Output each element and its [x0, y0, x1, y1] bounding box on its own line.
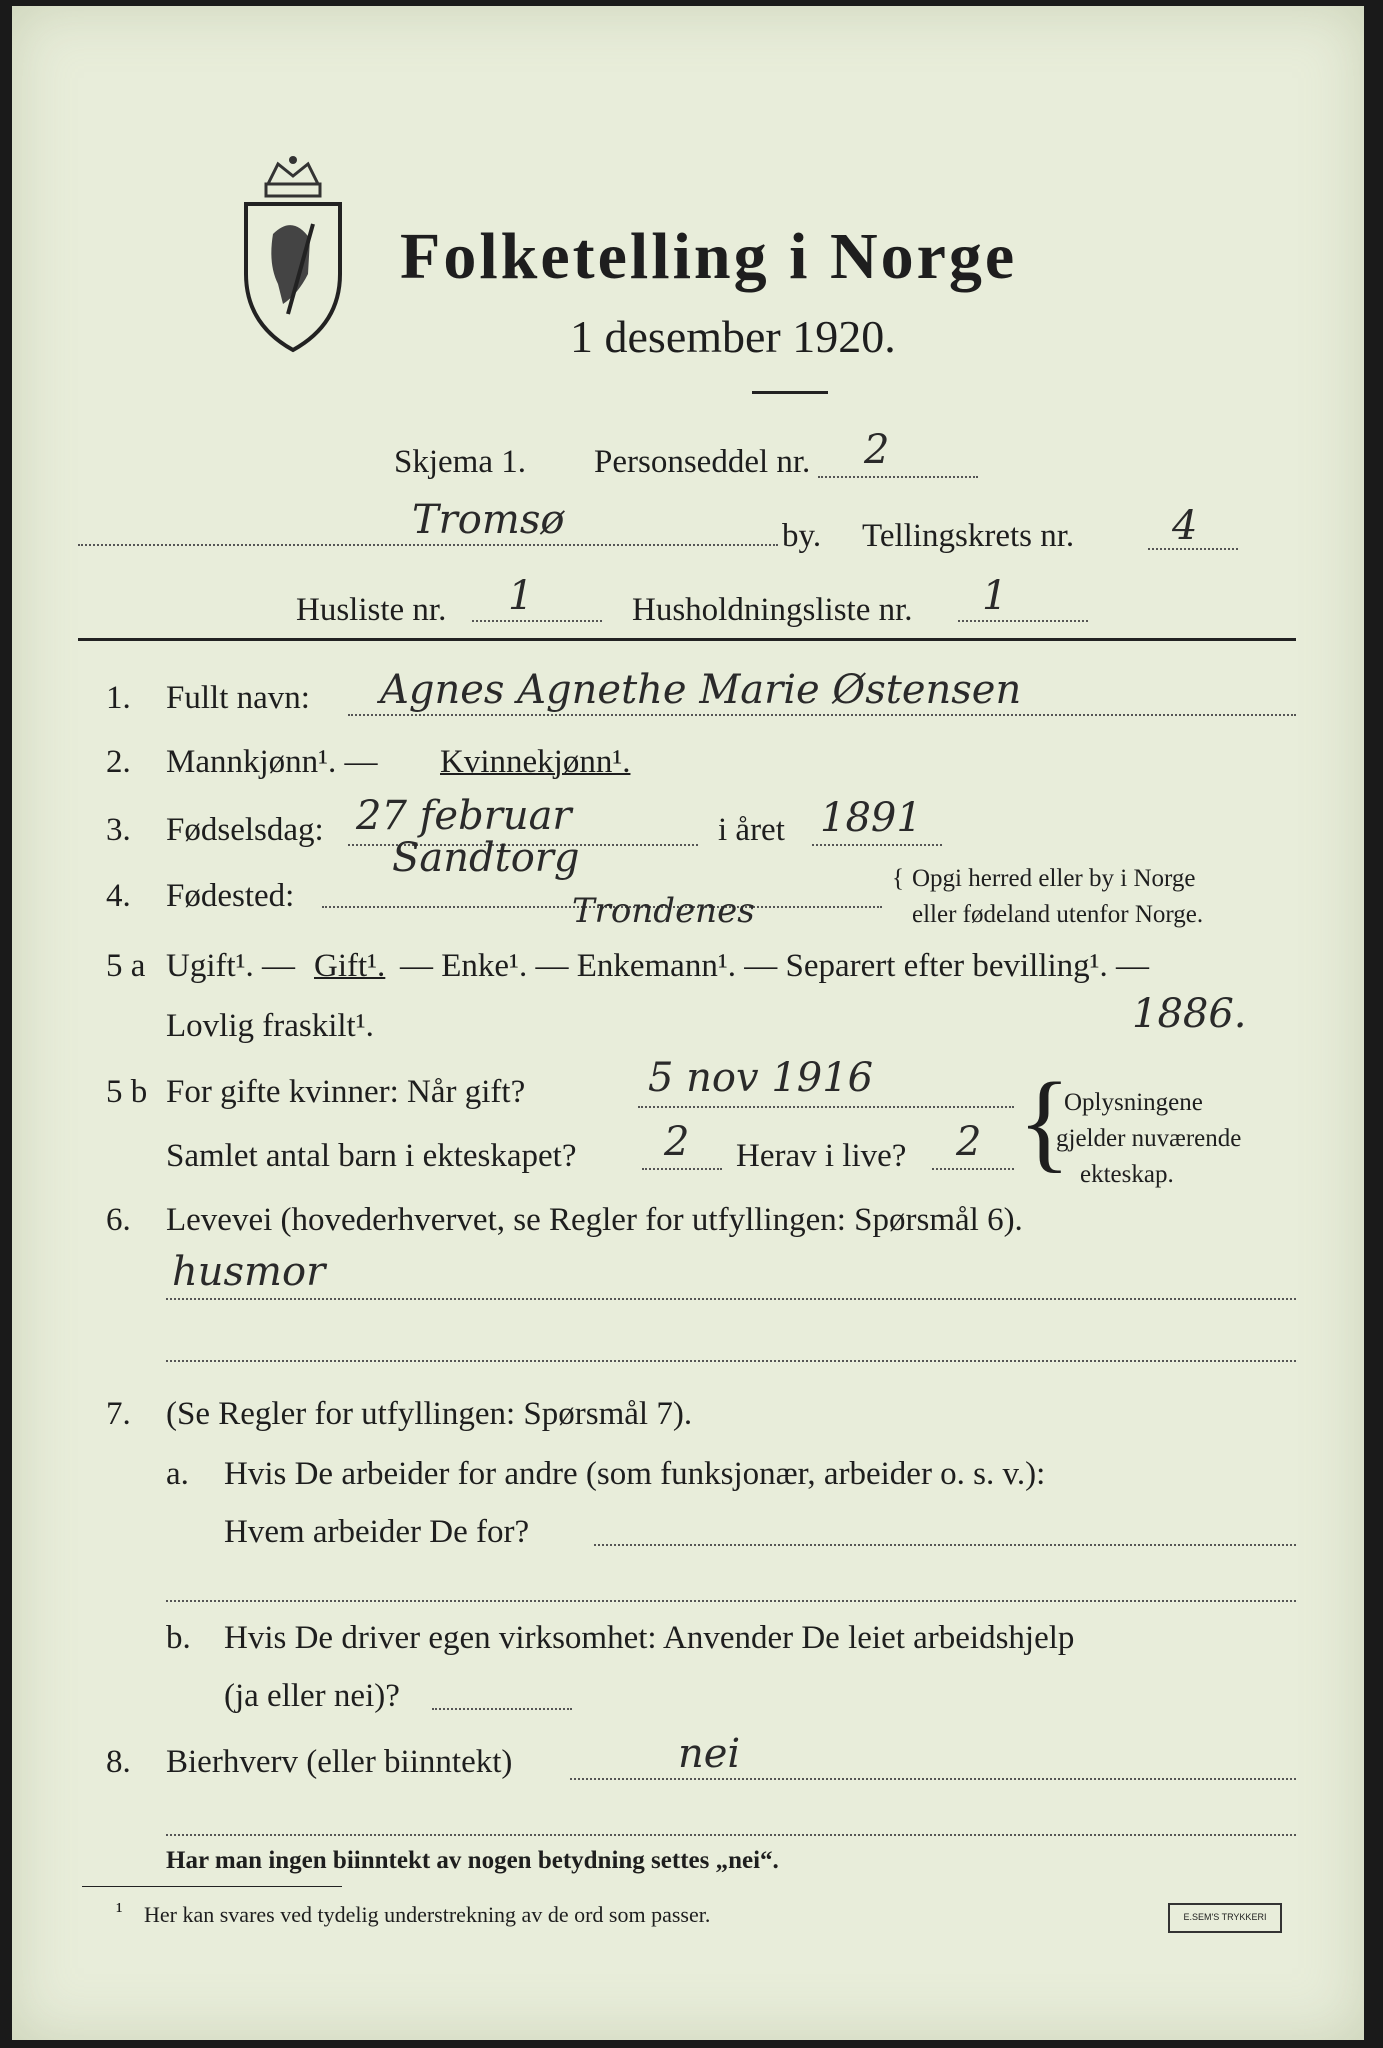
q1-label: Fullt navn: [166, 680, 310, 716]
q4-birthplace-value-2[interactable]: Trondenes [572, 891, 755, 931]
census-form [12, 6, 1364, 2040]
q5a-annotation: 1886. [1132, 991, 1247, 1037]
q7a-answer-line-2[interactable] [166, 1600, 1296, 1602]
footnote-text: Her kan svares ved tydelig understrekning av de ord som passer. [144, 1902, 711, 1927]
footer-note: Har man ingen biinntekt av nogen betydning settes „nei“. [166, 1847, 779, 1874]
q2-mann[interactable]: Mannkjønn¹. — [166, 744, 378, 780]
printer-stamp-text: E.SEM'S TRYKKERI [1183, 1912, 1267, 1922]
q5a-number: 5 a [106, 948, 146, 984]
q7a-line1: Hvis De arbeider for andre (som funksjonær, arbeider o. s. v.): [224, 1456, 1046, 1492]
q7b-line2: (ja eller nei)? [224, 1678, 400, 1714]
q7b-answer-line[interactable] [432, 1708, 572, 1710]
q3-year-line [812, 844, 942, 846]
q1-line [348, 714, 1296, 716]
norway-coat-of-arms-icon [238, 154, 348, 354]
tellingskrets-label: Tellingskrets nr. [862, 518, 1075, 554]
q7-number: 7. [106, 1396, 131, 1432]
q3-number: 3. [106, 812, 131, 848]
by-label: by. [782, 518, 822, 554]
q6-number: 6. [106, 1202, 131, 1238]
husholdning-line [958, 620, 1088, 622]
footnote-rule [82, 1886, 342, 1887]
q5b-live-label: Herav i live? [736, 1138, 907, 1174]
by-line [78, 544, 778, 546]
husliste-line [472, 620, 602, 622]
husholdning-label: Husholdningsliste nr. [632, 592, 913, 628]
q5b-line [638, 1106, 1014, 1108]
q4-birthplace-value[interactable]: Sandtorg [392, 835, 580, 881]
q6-line-2 [166, 1360, 1296, 1362]
q7a-line2: Hvem arbeider De for? [224, 1514, 530, 1550]
q8-number: 8. [106, 1744, 131, 1780]
q2-kvinne-selected[interactable]: Kvinnekjønn¹. [440, 744, 631, 780]
q5b-barn-label: Samlet antal barn i ekteskapet? [166, 1138, 577, 1174]
tellingskrets-value[interactable]: 4 [1172, 503, 1198, 549]
q5a-fraskilt[interactable]: Lovlig fraskilt¹. [166, 1008, 374, 1044]
q5b-note-line3: ekteskap. [1080, 1161, 1174, 1188]
husholdning-value[interactable]: 1 [982, 573, 1008, 619]
q5a-ugift[interactable]: Ugift¹. — [166, 948, 296, 984]
q4-brace: { [892, 865, 904, 892]
q5b-barn-value[interactable]: 2 [664, 1119, 690, 1165]
q2-number: 2. [106, 744, 131, 780]
form-title: Folketelling i Norge [400, 220, 1018, 293]
q5a-other-options[interactable]: — Enke¹. — Enkemann¹. — Separert efter bevilling¹. — [400, 948, 1150, 984]
q3-year-value[interactable]: 1891 [820, 795, 922, 841]
q1-number: 1. [106, 680, 131, 716]
q4-note-line2: eller fødeland utenfor Norge. [912, 901, 1204, 928]
q5b-barn-line [642, 1168, 722, 1170]
q5b-brace: { [1018, 1060, 1071, 1182]
census-date: 1 desember 1920. [570, 311, 896, 362]
q3-label: Fødselsdag: [166, 812, 324, 848]
q5b-label: For gifte kvinner: Når gift? [166, 1074, 526, 1110]
printer-stamp [1168, 1903, 1282, 1933]
q6-occupation-value[interactable]: husmor [172, 1249, 326, 1295]
q6-label: Levevei (hovederhvervet, se Regler for utfyllingen: Spørsmål 6). [166, 1202, 1023, 1238]
q3-year-label: i året [718, 812, 785, 848]
q7b-line1: Hvis De driver egen virksomhet: Anvender De leiet arbeidshjelp [224, 1620, 1075, 1656]
q5b-note-line2: gjelder nuværende [1056, 1125, 1242, 1152]
title-divider [752, 391, 828, 394]
q5b-note-line1: Oplysningene [1064, 1089, 1203, 1116]
q7a-letter: a. [166, 1456, 189, 1492]
q7-label: (Se Regler for utfyllingen: Spørsmål 7). [166, 1396, 693, 1432]
husliste-value[interactable]: 1 [508, 573, 534, 619]
q8-value[interactable]: nei [678, 1731, 741, 1777]
header-rule [78, 638, 1296, 641]
q8-line-2 [166, 1834, 1296, 1836]
personseddel-label: Personseddel nr. [594, 444, 811, 480]
q7b-letter: b. [166, 1620, 191, 1656]
footnote-mark: ¹ [116, 1898, 123, 1923]
q7a-answer-line[interactable] [594, 1544, 1296, 1546]
q5b-live-value[interactable]: 2 [956, 1119, 982, 1165]
q5b-married-value[interactable]: 5 nov 1916 [648, 1055, 874, 1101]
q4-number: 4. [106, 878, 131, 914]
by-value[interactable]: Tromsø [412, 497, 565, 543]
personseddel-line [818, 476, 978, 478]
q5b-live-line [932, 1168, 1014, 1170]
skjema-label: Skjema 1. [394, 444, 526, 480]
husliste-label: Husliste nr. [296, 592, 447, 628]
q5a-gift-selected[interactable]: Gift¹. [314, 948, 386, 984]
personseddel-value[interactable]: 2 [864, 427, 890, 473]
q5b-number: 5 b [106, 1074, 148, 1110]
q4-note-line1: Opgi herred eller by i Norge [912, 865, 1196, 892]
q8-label: Bierhverv (eller biinntekt) [166, 1744, 513, 1780]
q4-label: Fødested: [166, 878, 295, 914]
q6-line-1 [166, 1298, 1296, 1300]
q8-line [570, 1778, 1296, 1780]
q3-birthday-value[interactable]: 27 februar [356, 793, 572, 839]
q1-full-name-value[interactable]: Agnes Agnethe Marie Østensen [380, 667, 1022, 713]
